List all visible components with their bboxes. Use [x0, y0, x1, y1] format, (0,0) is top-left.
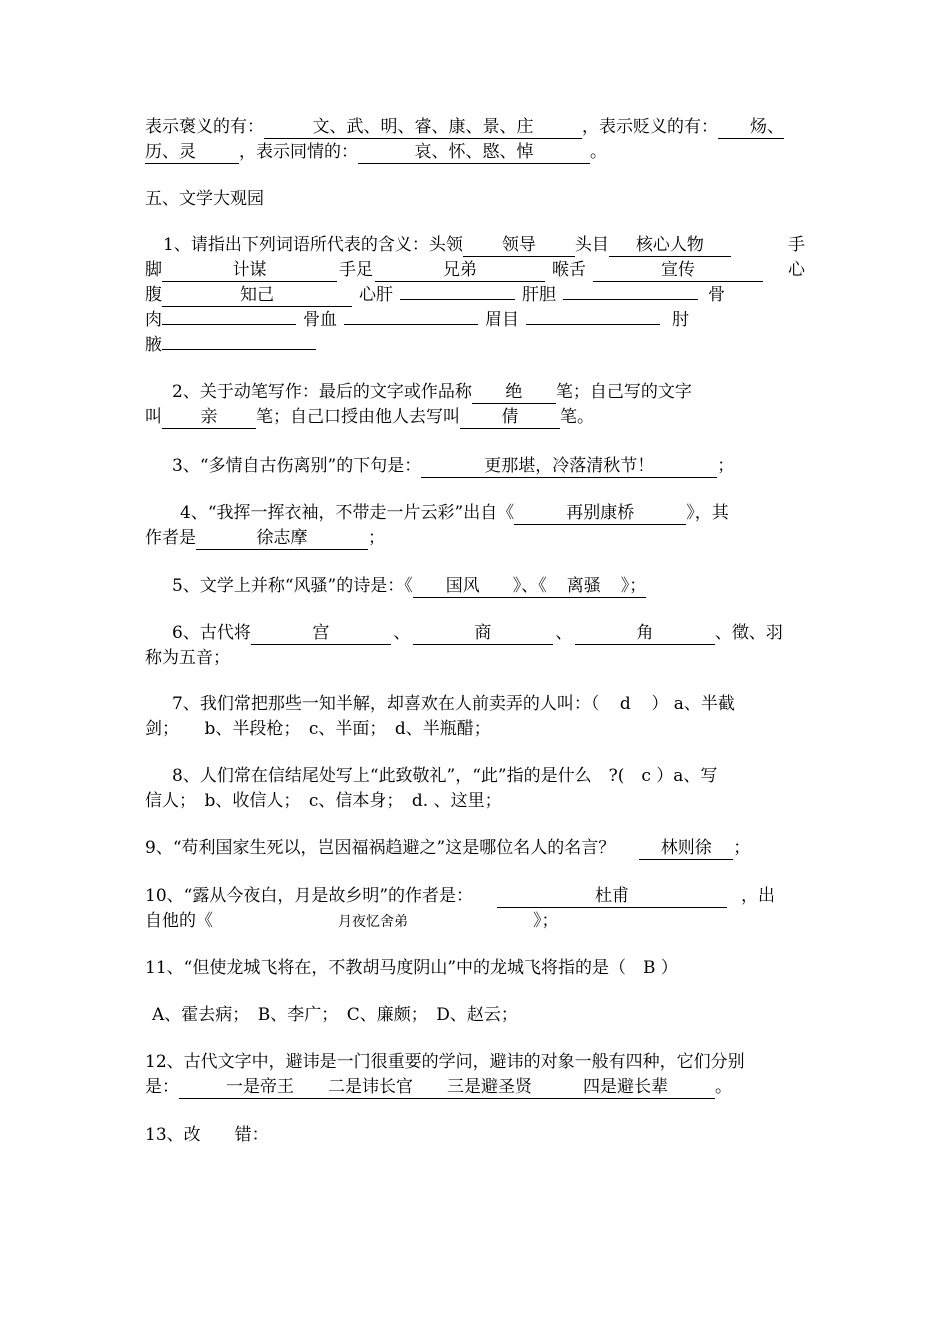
q1-line-2: [145, 258, 763, 282]
q11-line-1: 11、“但使龙城飞将在，不教胡马度阴山”中的龙城飞将指的是（ B ）: [145, 958, 678, 978]
text: 腹: [145, 285, 162, 305]
answer-blank: [344, 324, 478, 325]
answer-blank: 哀、怀、愍、悼: [358, 141, 590, 164]
text: 作者是: [145, 528, 196, 548]
q6-line-1: [172, 621, 783, 645]
answer-blank: 角: [575, 622, 715, 645]
text: 》、《: [512, 576, 547, 596]
text: 肉: [145, 310, 162, 330]
q1-line-5: [145, 333, 316, 357]
answer-blank: 杜甫: [497, 885, 727, 908]
text: ，表示同情的：: [239, 142, 358, 162]
q4-line-2: [145, 526, 385, 550]
answer-text: 月夜忆舍弟: [338, 914, 408, 930]
q1-line-3: [145, 283, 698, 307]
text: 腋: [145, 335, 162, 355]
text: 喉舌: [552, 260, 586, 280]
q1-word: 手: [788, 235, 805, 255]
answer-blank: 离骚: [547, 575, 621, 598]
answer-blank: [400, 299, 515, 300]
text: 自他的《: [145, 911, 213, 931]
answer-blank: 更那堪，冷落清秋节！: [421, 455, 717, 478]
text: 笔；自己写的文字: [555, 382, 692, 402]
answer-blank: 再别康桥: [514, 502, 686, 525]
q1-line-4: [145, 308, 660, 332]
answer-blank: 领导: [463, 234, 575, 257]
text: 。: [715, 1077, 732, 1097]
intro-line-2: [145, 140, 607, 164]
q5-line: [172, 574, 646, 598]
answer-blank: 宫: [251, 622, 391, 645]
text: 》，其: [686, 503, 729, 523]
q10-line-2: [145, 909, 559, 933]
answer-blank: [563, 299, 698, 300]
q8-line-2: 信人； b、收信人； c、信本身； d. 、这里；: [145, 791, 502, 811]
text: 6、古代将: [172, 623, 251, 643]
text: 眉目: [485, 310, 519, 330]
q8-line-1: 8、人们常在信结尾处写上“此致敬礼”，“此”指的是什么 ?( c ）a、写: [172, 766, 718, 786]
text: ；: [368, 528, 385, 548]
q3-line: [172, 454, 734, 478]
answer-blank: 兄弟: [375, 259, 545, 282]
text: 手足: [339, 260, 373, 280]
text: 笔。: [560, 407, 594, 427]
text: 。: [590, 142, 607, 162]
q2-line-2: [145, 405, 594, 429]
text: 10、“露从今夜白，月是故乡明”的作者是：: [145, 886, 474, 906]
q12-line-2: [145, 1075, 732, 1099]
text: 、徵、羽: [714, 623, 783, 643]
text: 》；: [533, 911, 559, 931]
section-title: 五、文学大观园: [145, 189, 264, 209]
answer-blank: 国风: [413, 575, 513, 598]
text: 1、请指出下列词语所代表的含义：头领: [163, 235, 463, 255]
q2-line-1: [172, 380, 692, 404]
answer-blank: 一是帝王 二是讳长官 三是避圣贤 四是避长辈: [179, 1076, 715, 1099]
answer-blank: [162, 349, 316, 350]
text: 9、“苟利国家生死以，岂因福祸趋避之”这是哪位名人的名言？: [145, 838, 616, 858]
text: 肝胆: [522, 285, 556, 305]
intro-line-1: [145, 115, 784, 139]
text: 5、文学上并称“风骚”的诗是：《: [172, 576, 413, 596]
text: 7、我们常把那些一知半解，却喜欢在人前卖弄的人叫：（: [172, 694, 600, 714]
text: 表示褒义的有：: [145, 117, 264, 137]
answer-blank: 徐志摩: [196, 527, 368, 550]
text: ；: [733, 838, 751, 858]
q1-word: 肘: [672, 310, 689, 330]
answer-blank: 倩: [460, 406, 560, 429]
text: ） a、半截: [651, 694, 735, 714]
answer-blank: [526, 324, 660, 325]
answer-blank: 绝: [472, 381, 556, 404]
text: 是：: [145, 1077, 179, 1097]
text: 脚: [145, 260, 162, 280]
q12-line-1: 12、古代文字中，避讳是一门很重要的学问，避讳的对象一般有四种，它们分别: [145, 1052, 745, 1072]
answer-blank: 文、武、明、睿、康、景、庄: [264, 116, 582, 139]
q11-line-2: A、霍去病； B、李广； C、廉颇； D、赵云；: [152, 1005, 518, 1025]
answer-blank: 核心人物: [609, 234, 731, 257]
text: 骨血: [303, 310, 337, 330]
text: ，表示贬义的有：: [582, 117, 718, 137]
answer-blank: 历、灵: [145, 141, 239, 164]
answer-blank: 商: [413, 622, 553, 645]
q9-line: [145, 836, 750, 860]
text: 叫: [145, 407, 162, 427]
text: 笔；自己口授由他人去写叫: [256, 407, 460, 427]
q10-line-1: [145, 884, 775, 908]
text: 3、“多情自古伤离别”的下句是：: [172, 456, 422, 476]
answer-blank: 亲: [162, 406, 256, 429]
answer-blank: 宣传: [593, 259, 763, 282]
text: 心肝: [359, 285, 393, 305]
q13-line: 13、改 错：: [145, 1125, 269, 1145]
q4-line-1: [180, 501, 729, 525]
answer-blank: 计谋: [162, 259, 337, 282]
answer-blank: [162, 324, 296, 325]
text: 头目: [574, 235, 609, 255]
text: ；: [717, 456, 735, 476]
text: 4、“我挥一挥衣袖，不带走一片云彩”出自《: [180, 503, 515, 523]
answer-text: d: [619, 694, 631, 714]
q6-line-2: 称为五音；: [145, 648, 230, 668]
text: 、: [393, 623, 411, 643]
q7-line-1: [172, 692, 735, 716]
text: 、: [555, 623, 573, 643]
q1-line-1: [163, 233, 731, 257]
answer-blank: 炀、: [718, 116, 784, 139]
answer-blank: 林则徐: [639, 837, 733, 860]
text: 》；: [620, 576, 647, 596]
text: ，出: [741, 886, 776, 906]
answer-blank: 知己: [162, 284, 352, 307]
q1-word: 心: [788, 260, 805, 280]
q1-word: 骨: [708, 285, 725, 305]
q7-line-2: 剑； b、半段枪； c、半面； d、半瓶醋；: [145, 719, 491, 739]
text: 2、关于动笔写作：最后的文字或作品称: [172, 382, 472, 402]
